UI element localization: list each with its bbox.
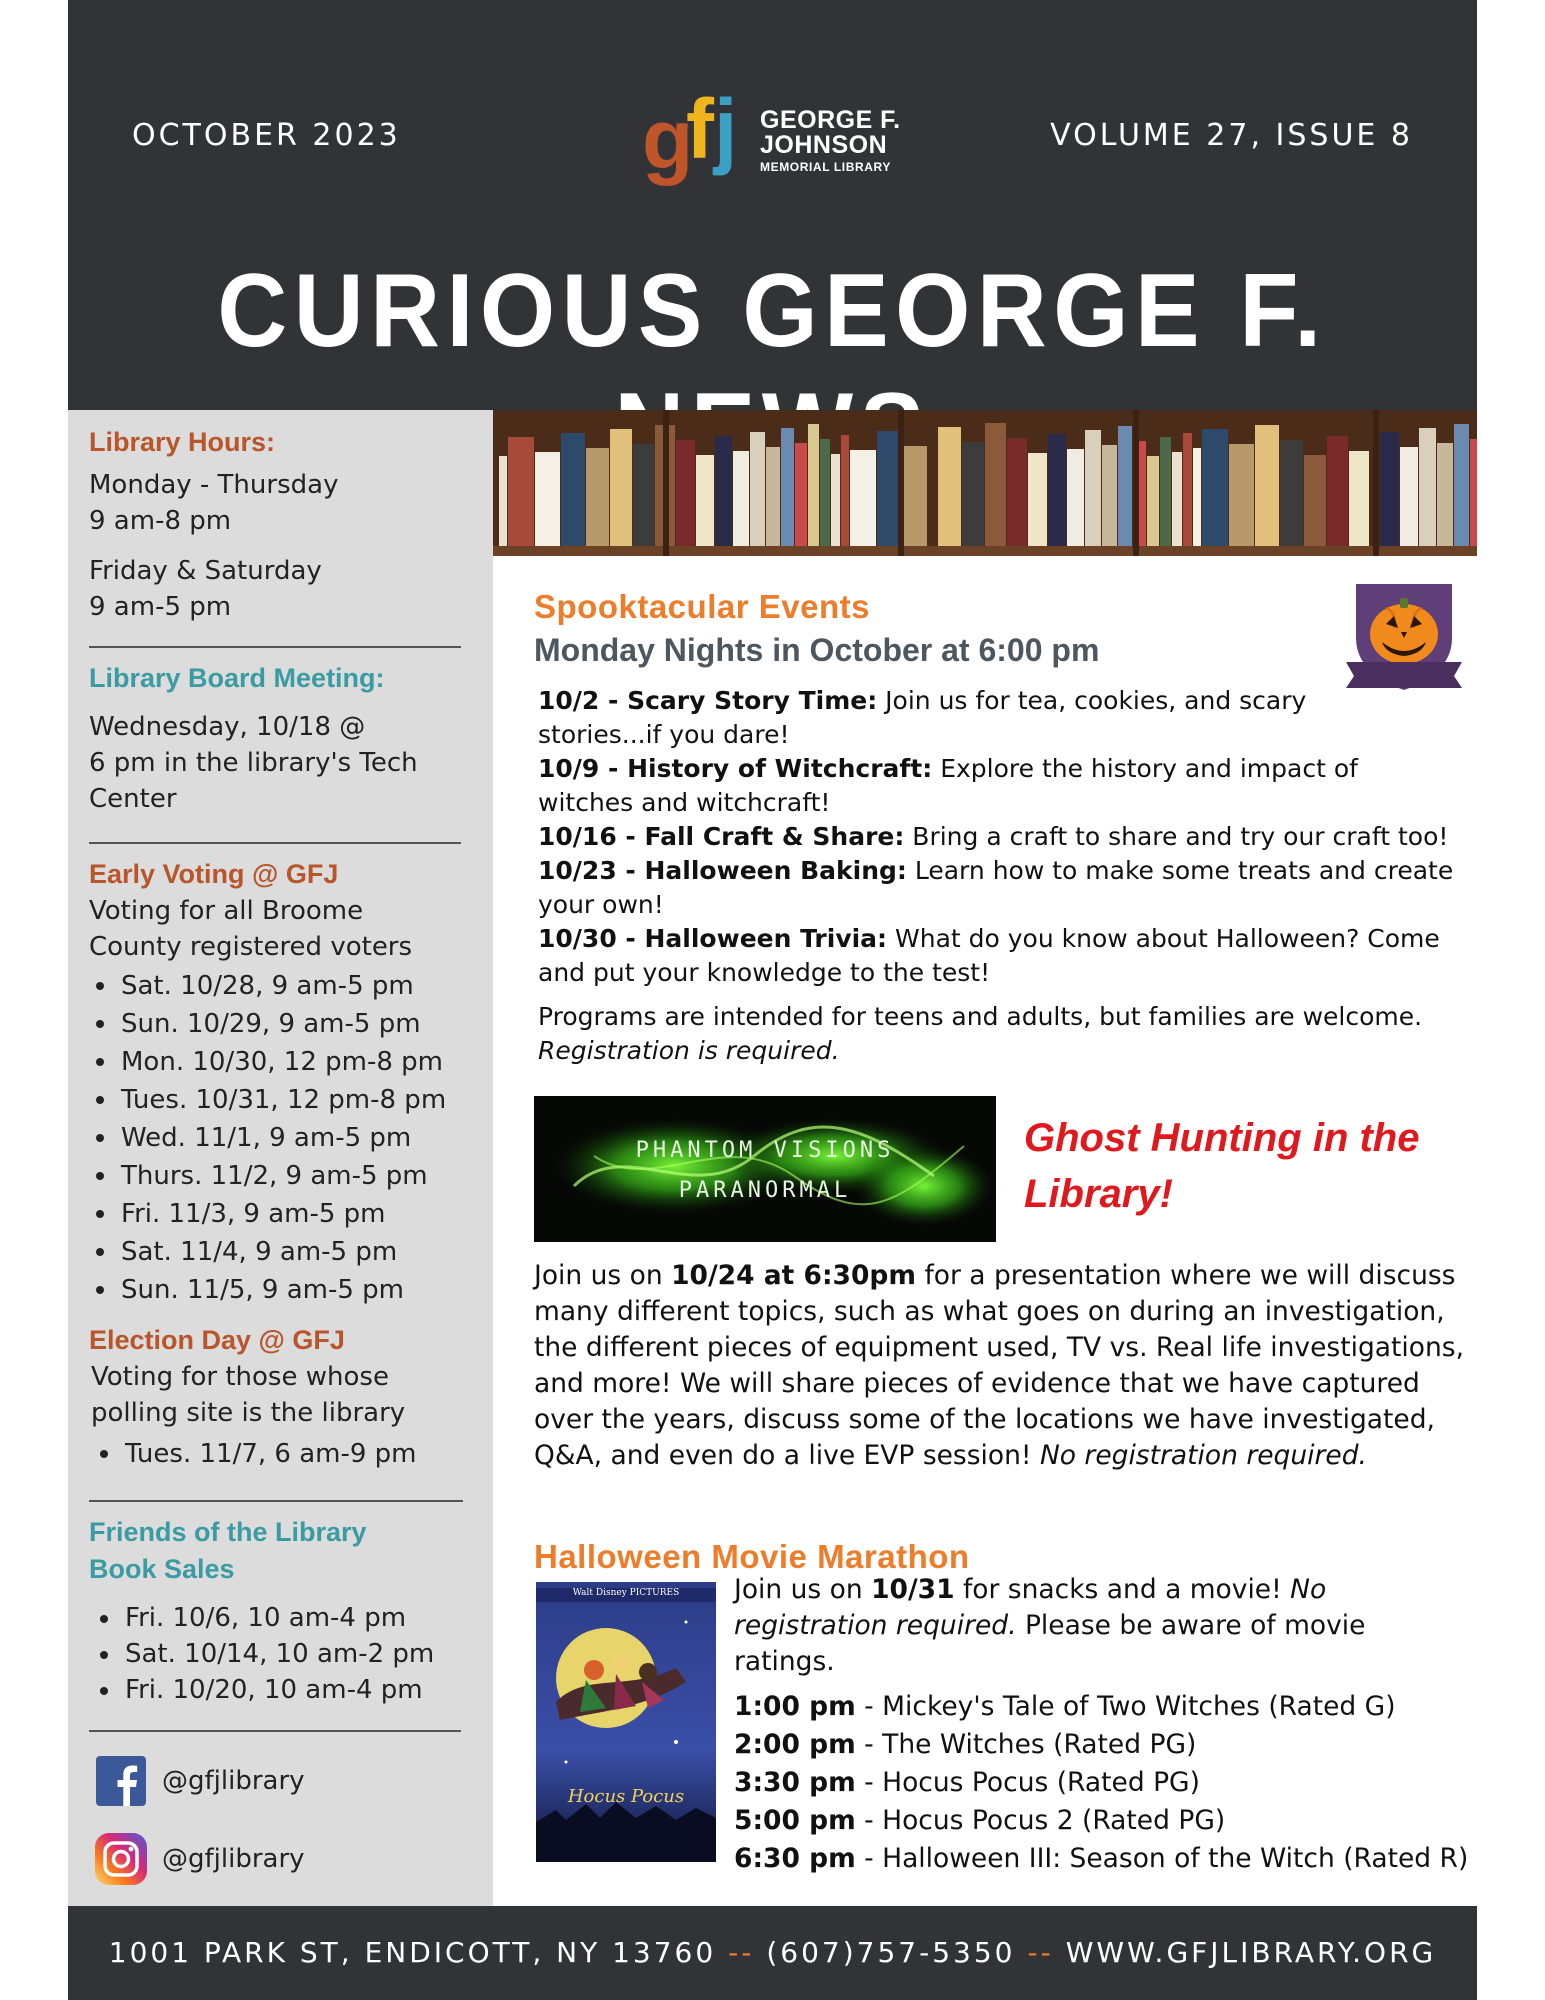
book-spine (1172, 452, 1182, 548)
gfj-logo-icon (640, 86, 750, 196)
book-spine (1304, 455, 1326, 548)
book-spine (795, 443, 807, 548)
spooktacular-subheading: Monday Nights in October at 6:00 pm (534, 632, 1100, 668)
volume-issue: VOLUME 27, ISSUE 8 (1050, 118, 1413, 153)
book-spine (1118, 426, 1132, 548)
book-spine (676, 440, 695, 548)
book-spine (750, 432, 765, 548)
footer-website[interactable]: WWW.GFJLIBRARY.ORG (1065, 1936, 1437, 1969)
list-item: Tues. 11/7, 6 am-9 pm (125, 1435, 459, 1473)
footer-address: 1001 PARK ST, ENDICOTT, NY 13760 (108, 1936, 717, 1969)
board-meeting-heading: Library Board Meeting: (89, 663, 385, 693)
library-hours-section (89, 424, 459, 625)
newsletter-page (68, 0, 1477, 2000)
pumpkin-badge-icon (1342, 576, 1466, 700)
early-voting-list (89, 967, 459, 1309)
book-spine (696, 455, 714, 548)
list-item: Fri. 10/6, 10 am-4 pm (125, 1600, 459, 1636)
book-spine (1280, 440, 1303, 548)
event-item-5: 10/30 - Halloween Trivia: What do you know about Halloween? Come and put your knowledge to the test! (538, 924, 1440, 987)
early-voting-heading: Early Voting @ GFJ (89, 859, 339, 889)
schedule-row: 5:00 pm - Hocus Pocus 2 (Rated PG) (734, 1805, 1226, 1836)
shelf-divider (898, 410, 904, 556)
library-hours-heading: Library Hours: (89, 427, 276, 457)
weekend-days: Friday & Saturday (89, 556, 322, 586)
book-sales-heading-line2: Book Sales (89, 1554, 235, 1584)
weekday-days: Monday - Thursday (89, 470, 339, 500)
footer (68, 1906, 1477, 2000)
movie-marathon-heading: Halloween Movie Marathon (534, 1538, 970, 1575)
list-item: Thurs. 11/2, 9 am-5 pm (121, 1157, 459, 1195)
schedule-row: 1:00 pm - Mickey's Tale of Two Witches (Rated G) (734, 1691, 1396, 1722)
shelf-divider (663, 410, 669, 556)
book-spine (1349, 451, 1369, 548)
book-spine (831, 454, 840, 548)
svg-text:g: g (642, 92, 694, 186)
weekday-time: 9 am-8 pm (89, 506, 232, 536)
list-item: Sat. 10/14, 10 am-2 pm (125, 1636, 459, 1672)
list-item: Tues. 10/31, 12 pm-8 pm (121, 1081, 459, 1119)
sidebar (68, 410, 493, 1906)
weekend-time: 9 am-5 pm (89, 592, 232, 622)
book-spine (1147, 456, 1159, 548)
bookshelf-graphic (493, 410, 1477, 556)
book-spine (535, 452, 560, 548)
list-item: Sat. 10/28, 9 am-5 pm (121, 967, 459, 1005)
shelf-divider (1373, 410, 1379, 556)
movie-intro: Join us on 10/31 for snacks and a movie! No registration required. Please be aware of movie ratings. (734, 1574, 1366, 1677)
hocus-pocus-poster (536, 1582, 716, 1862)
list-item: Fri. 10/20, 10 am-4 pm (125, 1672, 459, 1708)
instagram-handle: @gfjlibrary (162, 1844, 305, 1874)
book-spine (841, 435, 849, 548)
list-item: Fri. 11/3, 9 am-5 pm (121, 1195, 459, 1233)
ghost-hunting-title: Ghost Hunting in the Library! (1024, 1116, 1420, 1216)
footer-phone[interactable]: (607)757-5350 (766, 1936, 1016, 1969)
book-spine (1380, 432, 1399, 548)
shelf-divider (1133, 410, 1139, 556)
library-logo[interactable] (640, 86, 908, 196)
list-item: Wed. 11/1, 9 am-5 pm (121, 1119, 459, 1157)
book-sales-section (89, 1514, 459, 1708)
book-spine (508, 437, 534, 548)
svg-text:j: j (714, 86, 738, 176)
movie-schedule (734, 1688, 1474, 1878)
divider (89, 842, 461, 844)
divider (89, 646, 461, 648)
list-item: Sat. 11/4, 9 am-5 pm (121, 1233, 459, 1271)
book-spine (1419, 428, 1436, 548)
banner-line-1: PHANTOM VISIONS (635, 1138, 895, 1163)
book-spine (1437, 443, 1453, 548)
book-spine (1183, 433, 1192, 548)
book-spine (962, 442, 984, 548)
book-spine (1102, 445, 1117, 548)
book-spine (1202, 429, 1228, 548)
poster-studio: Walt Disney PICTURES (572, 1588, 680, 1598)
schedule-row: 2:00 pm - The Witches (Rated PG) (734, 1729, 1197, 1760)
book-spine (1085, 430, 1101, 548)
book-spine (1229, 444, 1254, 548)
issue-date: OCTOBER 2023 (132, 118, 401, 153)
facebook-handle: @gfjlibrary (162, 1766, 305, 1796)
instagram-icon (94, 1832, 148, 1886)
election-day-list (89, 1435, 459, 1473)
poster-title: Hocus Pocus (567, 1786, 685, 1807)
book-spine (985, 423, 1006, 548)
book-spine (938, 427, 961, 548)
masthead-title: CURIOUS GEORGE F. (217, 253, 1328, 369)
book-spine (1400, 447, 1418, 548)
event-item-3: 10/16 - Fall Craft & Share: Bring a craft to share and try our craft too! (538, 822, 1449, 851)
book-spine (586, 448, 609, 548)
book-spine (781, 428, 794, 548)
poster-graphic (536, 1582, 716, 1862)
book-spine (1160, 437, 1171, 548)
early-voting-section (89, 856, 459, 1309)
ghost-hunting-body: Join us on 10/24 at 6:30pm for a presentation where we will discuss many different topics, such as what goes on during an investigation, the different pieces of equipment used, TV vs. Real life investigations, and more! We will share pieces of evidence that we have captured over the years, discuss some of the locations we have investigated, Q&A, and even do a live EVP session! No registration required. (534, 1260, 1465, 1471)
logo-wordmark: GEORGE F. JOHNSON MEMORIAL LIBRARY (760, 106, 901, 174)
book-spine (715, 436, 732, 548)
event-item-4: 10/23 - Halloween Baking: Learn how to make some treats and create your own! (538, 856, 1454, 919)
programs-note: Programs are intended for teens and adults, but families are welcome. Registration is required. (538, 1002, 1423, 1065)
book-spine (808, 424, 819, 548)
instagram-link[interactable] (96, 1834, 476, 1886)
book-sales-heading-line1: Friends of the Library (89, 1517, 367, 1547)
shelf-board (493, 546, 1477, 556)
book-spine (499, 456, 507, 548)
phantom-visions-banner (534, 1096, 996, 1242)
book-spine (1028, 453, 1047, 548)
footer-separator: -- (728, 1936, 755, 1969)
book-spine (1454, 424, 1469, 548)
election-day-line1: Voting for those whose (91, 1362, 389, 1392)
event-item-2: 10/9 - History of Witchcraft: Explore the history and impact of witches and witchcraft! (538, 754, 1358, 817)
early-voting-line1: Voting for all Broome (89, 896, 364, 926)
green-smoke-graphic (534, 1096, 996, 1242)
board-meeting-section (89, 660, 459, 817)
board-meeting-line2: 6 pm in the library's Tech (89, 748, 418, 778)
book-sales-list (89, 1600, 459, 1708)
book-spine (733, 451, 749, 548)
book-spine (850, 450, 876, 548)
book-spine (766, 447, 780, 548)
spooktacular-heading: Spooktacular Events (534, 588, 870, 625)
facebook-icon (96, 1756, 146, 1806)
board-meeting-line1: Wednesday, 10/18 @ (89, 712, 366, 742)
election-day-section (89, 1322, 459, 1473)
divider (89, 1730, 461, 1732)
book-spine (1470, 439, 1477, 548)
list-item: Sun. 11/5, 9 am-5 pm (121, 1271, 459, 1309)
divider (89, 1500, 463, 1502)
book-spine (1193, 448, 1201, 548)
book-spine (561, 433, 585, 548)
schedule-row: 3:30 pm - Hocus Pocus (Rated PG) (734, 1767, 1200, 1798)
event-item-1: 10/2 - Scary Story Time: Join us for tea, cookies, and scary stories...if you dare! (538, 686, 1307, 749)
book-spine (633, 444, 654, 548)
list-item: Sun. 10/29, 9 am-5 pm (121, 1005, 459, 1043)
schedule-row: 6:30 pm - Halloween III: Season of the Witch (Rated R) (734, 1843, 1469, 1874)
board-meeting-line3: Center (89, 784, 177, 814)
footer-separator: -- (1027, 1936, 1054, 1969)
book-spine (1067, 449, 1084, 548)
early-voting-line2: County registered voters (89, 932, 413, 962)
book-spine (1048, 434, 1066, 548)
book-spine (903, 446, 927, 548)
book-spine (610, 429, 632, 548)
book-spine (1255, 425, 1279, 548)
election-day-line2: polling site is the library (91, 1398, 406, 1428)
facebook-link[interactable] (96, 1756, 476, 1808)
header (68, 0, 1477, 410)
book-spine (1007, 438, 1027, 548)
svg-text:f: f (686, 86, 714, 176)
banner-line-2: PARANORMAL (678, 1178, 852, 1203)
election-day-heading: Election Day @ GFJ (89, 1325, 345, 1355)
bookshelf-image (493, 410, 1477, 556)
book-spine (820, 439, 830, 548)
book-spine (1327, 436, 1348, 548)
list-item: Mon. 10/30, 12 pm-8 pm (121, 1043, 459, 1081)
